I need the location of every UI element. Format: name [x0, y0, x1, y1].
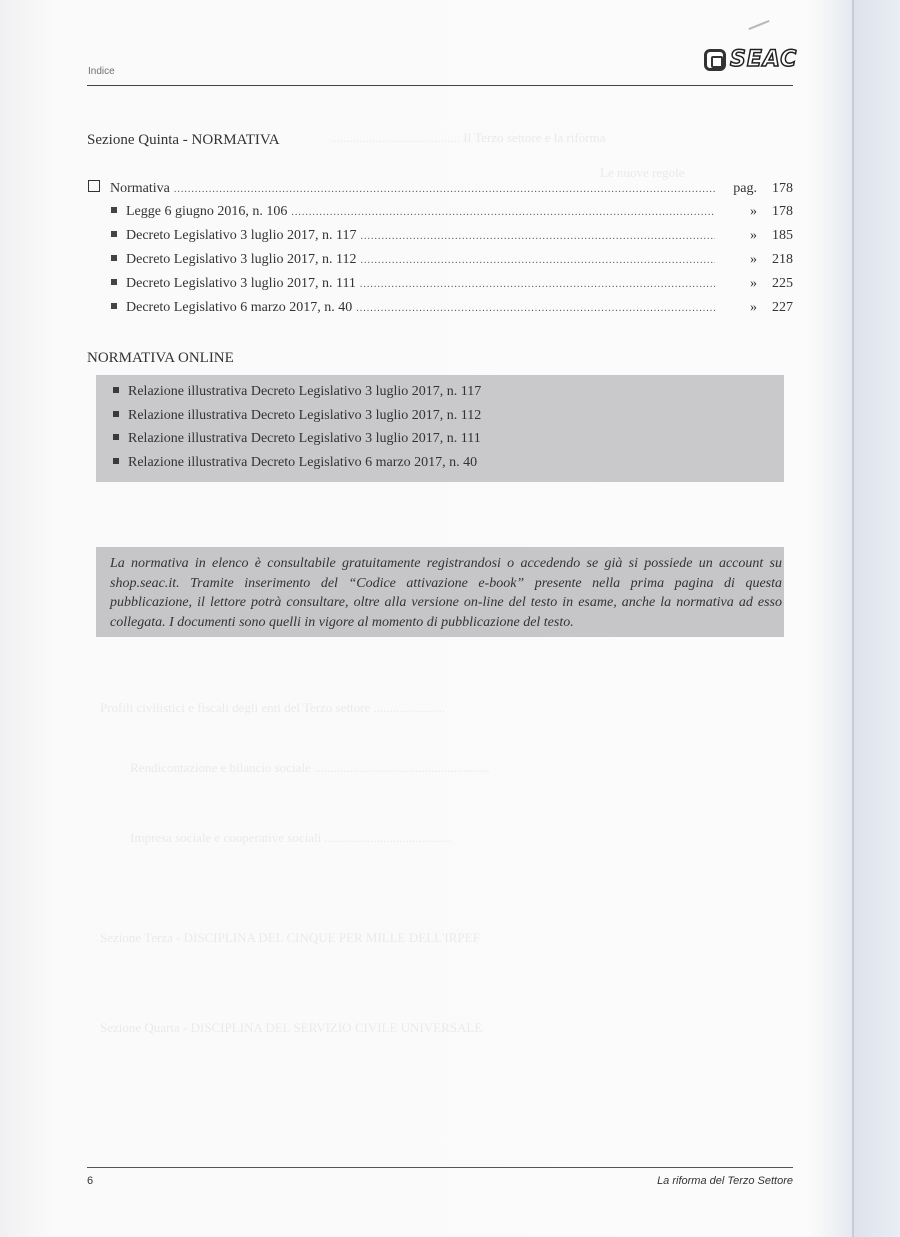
leader-dots — [356, 303, 715, 314]
bullet-icon — [113, 387, 119, 393]
toc-entry[interactable] — [87, 204, 793, 228]
toc-page-number: 218 — [772, 252, 793, 267]
section-title: Sezione Quinta - NORMATIVA — [87, 132, 280, 148]
online-list-item[interactable] — [113, 384, 481, 408]
online-item-label: Relazione illustrativa Decreto Legislativo 3 luglio 2017, n. 112 — [128, 407, 482, 423]
toc-page-number: 178 — [772, 204, 793, 219]
bullet-icon — [113, 458, 119, 464]
bullet-icon — [113, 411, 119, 417]
toc-label: Normativa — [110, 181, 170, 196]
online-list-item[interactable] — [113, 408, 481, 432]
toc-label: Decreto Legislativo 6 marzo 2017, n. 40 — [126, 300, 353, 315]
toc-entry[interactable] — [87, 300, 793, 324]
seac-logo — [704, 49, 797, 71]
toc-page-number: 178 — [772, 181, 793, 196]
online-section-title: NORMATIVA ONLINE — [87, 350, 234, 366]
toc-entry-normativa[interactable] — [87, 180, 793, 204]
online-list — [113, 384, 481, 478]
online-item-label: Relazione illustrativa Decreto Legislativo 6 marzo 2017, n. 40 — [128, 454, 478, 470]
checkbox-icon — [88, 180, 100, 192]
bullet-icon — [111, 207, 117, 213]
toc-page-prefix: » — [750, 300, 757, 315]
bullet-icon — [111, 231, 117, 237]
footer-divider — [87, 1167, 793, 1168]
logo-icon — [704, 49, 726, 71]
toc-entry[interactable] — [87, 228, 793, 252]
toc-label: Decreto Legislativo 3 luglio 2017, n. 117 — [126, 228, 357, 243]
online-item-label: Relazione illustrativa Decreto Legislativo 3 luglio 2017, n. 111 — [128, 431, 481, 446]
header-divider — [87, 85, 793, 86]
toc-page-prefix: » — [750, 228, 757, 243]
logo-text: SEAC — [730, 47, 798, 72]
leader-dots — [174, 184, 715, 195]
toc-label: Decreto Legislativo 3 luglio 2017, n. 112 — [126, 252, 357, 267]
scan-margin — [854, 0, 900, 1237]
running-header: Indice — [88, 66, 115, 77]
leader-dots — [360, 255, 715, 266]
online-item-label: Relazione illustrativa Decreto Legislativo 3 luglio 2017, n. 117 — [128, 384, 482, 399]
online-list-item[interactable] — [113, 431, 481, 455]
toc-entry[interactable] — [87, 276, 793, 300]
toc-page-number: 185 — [772, 228, 793, 243]
table-of-contents — [87, 180, 793, 324]
online-access-note: La normativa in elenco è consultabile gratuitamente registrandosi o accedendo se già si possiede un account su shop.seac.it. Tramite inserimento del “Codice attivazione e-book” presente nella prima pagina di questa pubblicazione, il lettore potrà consultare, oltre alla versione on-line del testo in esame, anche la normativa ad esso collegata. I documenti sono quelli in vigore al momento di pubblicazione del testo. — [110, 556, 782, 630]
toc-page-prefix: » — [750, 276, 757, 291]
book-title: La riforma del Terzo Settore — [657, 1175, 793, 1187]
toc-label: Legge 6 giugno 2016, n. 106 — [126, 204, 288, 219]
leader-dots — [291, 207, 715, 218]
toc-page-number: 227 — [772, 300, 793, 315]
toc-entry[interactable] — [87, 252, 793, 276]
leader-dots — [360, 279, 715, 290]
bullet-icon — [111, 255, 117, 261]
toc-label: Decreto Legislativo 3 luglio 2017, n. 111 — [126, 276, 356, 291]
page-number: 6 — [87, 1175, 94, 1187]
toc-page-prefix: » — [750, 252, 757, 267]
bullet-icon — [111, 303, 117, 309]
toc-page-prefix: pag. — [733, 181, 757, 196]
bullet-icon — [111, 279, 117, 285]
bullet-icon — [113, 434, 119, 440]
leader-dots — [360, 231, 715, 242]
toc-page-prefix: » — [750, 204, 757, 219]
toc-page-number: 225 — [772, 276, 793, 291]
online-list-item[interactable] — [113, 455, 481, 479]
